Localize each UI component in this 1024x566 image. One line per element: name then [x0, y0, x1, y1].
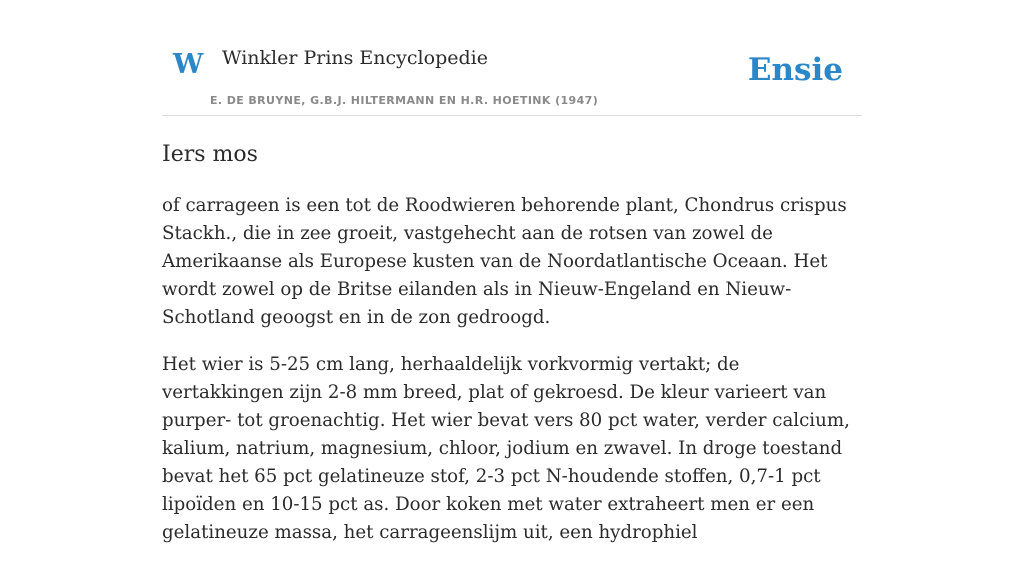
article-page: [162, 0, 862, 543]
entry-body: [162, 192, 862, 566]
source-header: [162, 0, 862, 116]
ensie-brand-logo[interactable]: Ensie: [747, 52, 843, 88]
entry-paragraph: Het wier is 5-25 cm lang, herhaaldelijk vorkvormig vertakt; de vertakkingen zijn 2-8 mm breed, plat of gekroesd. De kleur varieert van purper- tot groenachtig. Het wier bevat vers 80 pct water, verder calcium, kalium, natrium, magnesium, chloor, jodium en zwavel. In droge toestand bevat het 65 pct gelatineuze stof, 2-3 pct N-houdende stoffen, 0,7-1 pct lipoïden en 10-15 pct as. Door koken met water extraheert men er een gelatineuze massa, het carrageenslijm uit, een hydrophiel: [162, 354, 850, 543]
source-logo[interactable]: W: [173, 49, 204, 80]
source-title-link[interactable]: Winkler Prins Encyclopedie: [222, 47, 488, 69]
source-authors: E. DE BRUYNE, G.B.J. HILTERMANN EN H.R. HOETINK (1947): [210, 94, 599, 107]
entry-paragraph: of carrageen is een tot de Roodwieren behorende plant, Chondrus crispus Stackh., die in zee groeit, vastgehecht aan de rotsen van zowel de Amerikaanse als Europese kusten van de Noordatlantische Oceaan. Het wordt zowel op de Britse eilanden als in Nieuw-Engeland en Nieuw-Schotland geoogst en in de zon gedroogd.: [162, 195, 847, 328]
entry-title: Iers mos: [162, 142, 258, 167]
